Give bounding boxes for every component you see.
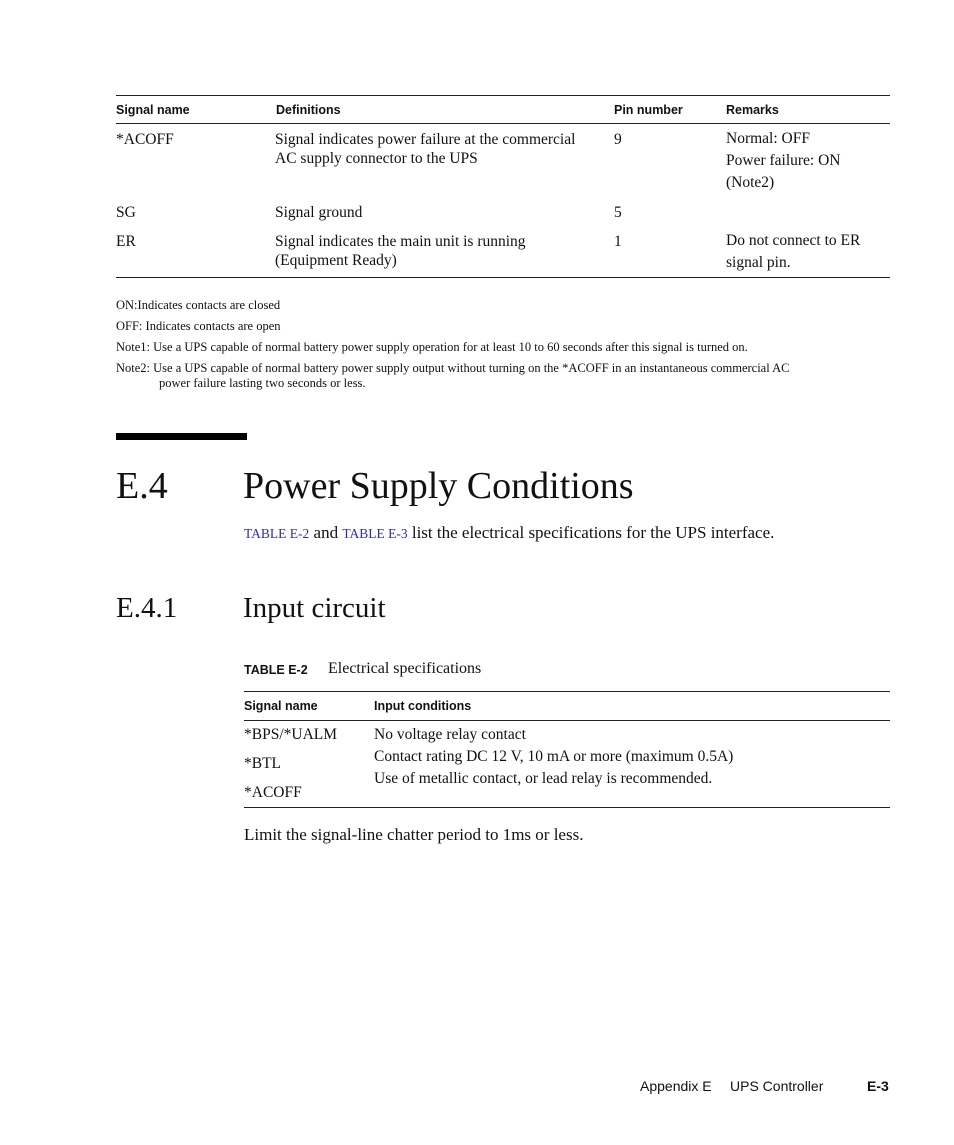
- table-e2-link[interactable]: TABLE E-2: [244, 526, 310, 541]
- row-sg-definition: Signal ground: [275, 204, 363, 221]
- header-definitions: Definitions: [276, 103, 341, 117]
- subsection-number: E.4.1: [116, 592, 178, 624]
- note-off: OFF: Indicates contacts are open: [116, 319, 281, 333]
- note-1: Note1: Use a UPS capable of normal battery power supply operation for at least 10 to 60 seconds after this signal is turned on.: [116, 340, 748, 354]
- section-title: Power Supply Conditions: [243, 465, 634, 507]
- footer-appendix: Appendix E: [640, 1078, 712, 1094]
- top-table-header-rule: [116, 123, 890, 124]
- table-e2-conditions: No voltage relay contact Contact rating DC 12 V, 10 mA or more (maximum 0.5A) Use of metallic contact, or lead relay is recommended.: [374, 726, 734, 787]
- table-e2-signal-btl: *BTL: [244, 755, 282, 772]
- footer-chapter: UPS Controller: [730, 1078, 824, 1094]
- row-er-pin: 1: [614, 233, 622, 250]
- row-sg-signal: SG: [116, 204, 136, 221]
- section-rule-bar: [116, 433, 247, 440]
- header-remarks: Remarks: [726, 103, 779, 117]
- subsection-title: Input circuit: [243, 592, 386, 624]
- note-on: ON:Indicates contacts are closed: [116, 298, 281, 312]
- footer-page-number: E-3: [867, 1078, 889, 1094]
- header-pin-number: Pin number: [614, 103, 683, 117]
- top-table-bottom-rule: [116, 277, 890, 278]
- table-e2-header-conditions: Input conditions: [374, 699, 472, 713]
- table-e2-header-signal: Signal name: [244, 699, 318, 713]
- section-intro: TABLE E-2 and TABLE E-3 list the electrical specifications for the UPS interface.: [244, 523, 775, 542]
- table-e2-header-rule: [244, 720, 890, 721]
- row-er-signal: ER: [116, 233, 136, 250]
- section-number: E.4: [116, 465, 168, 507]
- table-e2-caption-label: TABLE E-2: [244, 663, 308, 677]
- chatter-limit-text: Limit the signal-line chatter period to 1ms or less.: [244, 825, 584, 844]
- table-e2-caption-text: Electrical specifications: [328, 660, 482, 677]
- row-sg-pin: 5: [614, 204, 622, 221]
- row-acoff-definition: Signal indicates power failure at the commercial AC supply connector to the UPS: [275, 131, 576, 167]
- table-e2-top-rule: [244, 691, 890, 692]
- table-e2-signal-acoff: *ACOFF: [244, 784, 302, 801]
- table-e2-signal-bps: *BPS/*UALM: [244, 726, 338, 743]
- table-e2-bottom-rule: [244, 807, 890, 808]
- table-e3-link[interactable]: TABLE E-3: [342, 526, 408, 541]
- row-acoff-pin: 9: [614, 131, 622, 148]
- row-acoff-remarks: Normal: OFF Power failure: ON (Note2): [726, 130, 841, 191]
- top-table-top-rule: [116, 95, 890, 96]
- note-2: Note2: Use a UPS capable of normal battery power supply output without turning on the *ACOFF in an instantaneous commercial AC power failure lasting two seconds or less.: [116, 361, 790, 390]
- row-er-remarks: Do not connect to ER signal pin.: [726, 232, 861, 271]
- header-signal-name: Signal name: [116, 103, 190, 117]
- row-er-definition: Signal indicates the main unit is running (Equipment Ready): [275, 233, 526, 269]
- row-acoff-signal: *ACOFF: [116, 131, 174, 148]
